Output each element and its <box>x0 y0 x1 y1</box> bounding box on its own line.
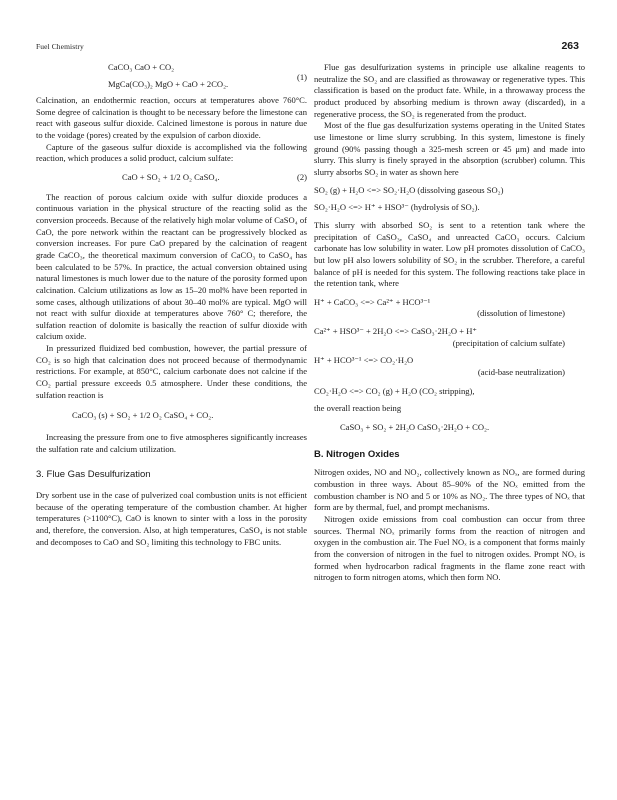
equation-number: (2) <box>297 171 307 182</box>
reaction <box>314 185 585 197</box>
reaction-note: (dissolution of limestone) <box>477 308 565 319</box>
section-heading: B. Nitrogen Oxides <box>314 448 400 460</box>
equation-3 <box>36 410 307 422</box>
page-number: 263 <box>561 40 579 52</box>
reaction-note: (acid-base neutralization) <box>477 367 565 378</box>
reaction-equation: Ca²⁺ + HSO³⁻ + 2H₂O <=> CaSO₃·2H₂O + H⁺ <box>314 326 477 337</box>
running-header: Fuel Chemistry <box>36 42 84 51</box>
equation-number: (1) <box>297 72 307 82</box>
reaction-equation: CO₂·H₂O <=> CO₂ (g) + H₂O (CO₂ stripping), <box>314 385 475 396</box>
equation-2 <box>36 172 307 184</box>
paragraph: In pressurized fluidized bed combustion, however, the partial pressure of CO₂ is so high that calcination does not proceed because of thermodynamic restrictions. For example, at 850°C, calcium carbonate does not calcine if the CO₂ partial pressure exceeds 0.5 atmosphere. Under these conditions, the sulfation reaction is <box>36 343 307 400</box>
reaction <box>314 297 585 320</box>
left-column <box>36 62 307 548</box>
paragraph: Increasing the pressure from one to five atmospheres significantly increases the sulfation rate and calcium utilization. <box>36 432 307 454</box>
equation-1 <box>36 62 307 89</box>
reaction-equation: H⁺ + CaCO₃ <=> Ca²⁺ + HCO³⁻¹ <box>314 296 431 307</box>
paragraph: Most of the flue gas desulfurization systems operating in the United States use limestone or lime slurry scrubbing. In this system, limestone is finely ground (90% passing though a 325-mesh screen or 45 μm) and made into slurry. This slurry is finely sprayed in the absorption (scrubber) column. This slurry absorbs SO₂ in water as shown here <box>314 120 585 177</box>
reaction-equation: SO₂ (g) + H₂O <=> SO₂·H₂O (dissolving gaseous SO₂) <box>314 184 504 195</box>
reaction <box>314 326 585 349</box>
reaction-equation: SO₂·H₂O <=> H⁺ + HSO³⁻ (hydrolysis of SO₂). <box>314 202 480 213</box>
equation-3-text: CaCO₃ (s) + SO₂ + 1/2 O₂ CaSO₄ + CO₂. <box>72 410 214 421</box>
reaction <box>314 386 585 398</box>
equation-1-line-2: MgCa(CO₃)₂ MgO + CaO + 2CO₂. <box>108 78 229 89</box>
paragraph: The reaction of porous calcium oxide with sulfur dioxide produces a continuous variation in the physical structure of the reacting solid as the conversion proceeds. Because of the relatively high molar volume of CaSO₄ of CaO, the pore network within the reactant can be progressively blocked as conversion increases. For pure CaO prepared by the calcination of reagent grade CaCO₃, the theoretical maximum conversion of CaCO₃ to CaSO₄ has been calculated to be 57%. In practice, the actual conversion obtained using natural limestones is much lower due to the nature of the porosity formed upon calcination. Calcium utilizations as low as 15–20 mol% have been reported in some cases, although utilizations of about 30–40 mol% are typical. MgO will not react with sulfur dioxide at temperatures above 760° C; therefore, the sulfation reaction of dolomite is basically the reaction of sulfur dioxide with calcium oxide. <box>36 191 307 342</box>
paragraph: Nitrogen oxide emissions from coal combustion can occur from three sources. Thermal NOₓ primarily forms from the reaction of nitrogen and oxygen in the combustion air. The Fuel NOₓ is a component that forms mainly from the conversion of nitrogen in the fuel to nitrogen oxides. Prompt NOₓ is formed when hydrocarbon radical fragments in the flame zone react with nitrogen to form nitrogen atoms, which then form NO. <box>314 514 585 583</box>
paragraph: the overall reaction being <box>314 403 402 414</box>
reaction-note: (precipitation of calcium sulfate) <box>452 337 565 348</box>
right-column <box>314 62 585 584</box>
section-heading: 3. Flue Gas Desulfurization <box>36 469 151 481</box>
paragraph: Flue gas desulfurization systems in principle use alkaline reagents to neutralize the SO₂ and are classified as throwaway or regenerative types. This classification is based on the product fate. While, in a throwaway process the product produced by absorbing medium is thrown away (discarded), in a regenerative process, the SO₂ is regenerated from the product. <box>314 62 585 119</box>
paragraph: Calcination, an endothermic reaction, occurs at temperatures above 760°C. Some degree of calcination is thought to be necessary before the limestone can react with gaseous sulfur dioxide. Calcined limestone is porous in nature due to the voidage (pores) created by the expulsion of carbon dioxide. <box>36 95 307 140</box>
paragraph: Capture of the gaseous sulfur dioxide is accomplished via the following reaction, which produces a solid product, calcium sulfate: <box>36 141 307 164</box>
paragraph: Nitrogen oxides, NO and NO₂, collectively known as NOₓ, are formed during combustion in three ways. About 85–90% of the NOₓ emitted from the combustion chamber is NO and 5 or 10% as NO₂. The three types of NOₓ that form are by thermal, fuel, and prompt mechanisms. <box>314 467 585 513</box>
equation-2-text: CaO + SO₂ + 1/2 O₂ CaSO₄. <box>122 171 220 182</box>
equation-1-line-1: CaCO₃ CaO + CO₂ <box>108 62 175 72</box>
equation-overall-text: CaSO₃ + SO₂ + 2H₂O CaSO₃·2H₂O + CO₂. <box>340 422 490 433</box>
reaction <box>314 355 585 378</box>
equation-overall <box>314 422 585 434</box>
paragraph: This slurry with absorbed SO₂ is sent to a retention tank where the precipitation of CaSO₃, CaSO₄ and unreacted CaCO₃ occurs. Calcium carbonate has low solubility in water. Low pH promotes dissolution of CaCO₃ but low pH also lowers solubility of SO₂ in the scrubber. Therefore, a careful balance of pH is needed for this system. The following reactions take place in the retention tank, where <box>314 219 585 289</box>
reaction <box>314 202 585 214</box>
paragraph: Dry sorbent use in the case of pulverized coal combustion units is not efficient because of the operating temperature of the combustion chamber. At higher temperatures (>1100°C), CaO is known to sinter with a loss in the porosity and, therefore, the conversion. Also, at high temperatures, CaSO₄ is not stable and decomposes to CaO and SO₂ limiting this technology to FBC units. <box>36 490 307 547</box>
reaction-equation: H⁺ + HCO³⁻¹ <=> CO₂·H₂O <box>314 355 414 366</box>
